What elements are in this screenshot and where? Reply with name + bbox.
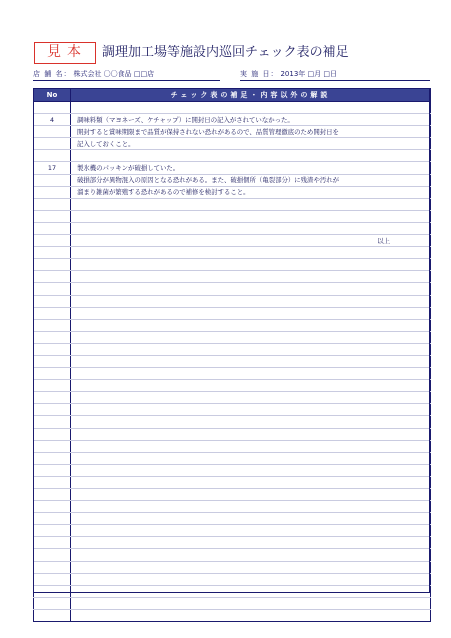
row-text-cell (71, 573, 431, 585)
sample-stamp: 見本 (34, 42, 96, 64)
row-text-cell: 開封すると賞味期限まで品質が保持されない恐れがあるので、品質管理徹底のため開封日を (71, 126, 431, 138)
table-row (34, 343, 431, 355)
page-title: 調理加工場等施設内巡回チェック表の補足 (102, 45, 349, 60)
table-row (34, 114, 431, 126)
table-row (34, 609, 431, 621)
table-row (34, 537, 431, 549)
row-text-cell (71, 102, 431, 114)
row-number-cell (34, 537, 71, 549)
row-text-cell (71, 609, 431, 621)
row-text-cell (71, 259, 431, 271)
row-number-cell (34, 355, 71, 367)
row-text-cell (71, 247, 431, 259)
row-text-cell: 調味料類（マヨネーズ、ケチャップ）に開封日の記入がされていなかった。 (71, 114, 431, 126)
store-name-field (33, 69, 220, 81)
row-text-cell (71, 210, 431, 222)
table-row (34, 561, 431, 573)
table-row (34, 138, 431, 150)
table-row (34, 440, 431, 452)
row-number-cell (34, 283, 71, 295)
row-number-cell (34, 343, 71, 355)
row-text-cell: 記入しておくこと。 (71, 138, 431, 150)
table-row (34, 319, 431, 331)
row-text-cell (71, 222, 431, 234)
column-header-no: No (34, 89, 71, 102)
table-row (34, 513, 431, 525)
table-body (34, 102, 431, 622)
table-row (34, 549, 431, 561)
row-number-cell (34, 561, 71, 573)
row-text-cell (71, 452, 431, 464)
row-number-cell: 17 (34, 162, 71, 174)
table-row (34, 259, 431, 271)
table-row (34, 162, 431, 174)
table-row (34, 355, 431, 367)
row-number-cell (34, 331, 71, 343)
row-number-cell (34, 138, 71, 150)
table-row (34, 452, 431, 464)
row-number-cell (34, 198, 71, 210)
row-number-cell (34, 549, 71, 561)
row-text-cell (71, 343, 431, 355)
table-row (34, 102, 431, 114)
row-text-cell (71, 489, 431, 501)
table-row (34, 222, 431, 234)
row-number-cell (34, 259, 71, 271)
table-row (34, 404, 431, 416)
table-row (34, 428, 431, 440)
row-number-cell (34, 597, 71, 609)
row-text-cell (71, 549, 431, 561)
date-label: 実 施 日： (240, 70, 279, 78)
table-row (34, 307, 431, 319)
table-row (34, 295, 431, 307)
table-row (34, 235, 431, 247)
row-text-cell (71, 537, 431, 549)
table-row (34, 198, 431, 210)
row-number-cell (34, 271, 71, 283)
row-number-cell (34, 295, 71, 307)
table-row (34, 331, 431, 343)
table-row (34, 368, 431, 380)
row-number-cell (34, 501, 71, 513)
table-row (34, 283, 431, 295)
row-text-cell (71, 404, 431, 416)
row-text-cell (71, 513, 431, 525)
row-number-cell (34, 573, 71, 585)
row-text-cell (71, 283, 431, 295)
row-text-cell (71, 150, 431, 162)
row-text-cell (71, 428, 431, 440)
row-text-cell (71, 501, 431, 513)
table-row (34, 489, 431, 501)
row-number-cell (34, 392, 71, 404)
row-number-cell (34, 210, 71, 222)
table-row (34, 271, 431, 283)
row-text-cell (71, 392, 431, 404)
table-row (34, 392, 431, 404)
row-number-cell (34, 585, 71, 597)
table-row (34, 210, 431, 222)
table-row (34, 573, 431, 585)
table-row (34, 476, 431, 488)
row-number-cell (34, 247, 71, 259)
row-text-cell: 製氷機のパッキンが破損していた。 (71, 162, 431, 174)
row-text-cell (71, 525, 431, 537)
row-number-cell (34, 513, 71, 525)
row-text-cell (71, 440, 431, 452)
store-name-value: 株式会社 〇〇食品 □□店 (73, 70, 155, 78)
row-number-cell (34, 440, 71, 452)
table-row (34, 597, 431, 609)
row-text-cell (71, 585, 431, 597)
table-row (34, 380, 431, 392)
table-row (34, 525, 431, 537)
row-number-cell (34, 404, 71, 416)
row-text-cell (71, 319, 431, 331)
row-number-cell (34, 609, 71, 621)
row-number-cell (34, 307, 71, 319)
table-row (34, 416, 431, 428)
table-header-row (34, 89, 431, 102)
row-number-cell (34, 489, 71, 501)
table-row (34, 501, 431, 513)
row-text-cell (71, 416, 431, 428)
table-row (34, 247, 431, 259)
row-number-cell (34, 464, 71, 476)
table-row (34, 464, 431, 476)
table-row (34, 186, 431, 198)
table-row (34, 585, 431, 597)
row-text-cell (71, 368, 431, 380)
table-row (34, 174, 431, 186)
check-supplement-table (33, 88, 431, 622)
row-number-cell (34, 174, 71, 186)
row-number-cell (34, 126, 71, 138)
row-number-cell (34, 428, 71, 440)
row-number-cell (34, 150, 71, 162)
row-text-cell (71, 198, 431, 210)
row-text-cell (71, 597, 431, 609)
row-number-cell (34, 380, 71, 392)
row-number-cell (34, 222, 71, 234)
table-row (34, 150, 431, 162)
date-field (240, 69, 430, 81)
row-text-cell (71, 307, 431, 319)
column-header-text: チェック表の補足・内容以外の解説 (71, 89, 431, 102)
row-number-cell (34, 319, 71, 331)
row-number-cell: 4 (34, 114, 71, 126)
table-row (34, 126, 431, 138)
row-number-cell (34, 235, 71, 247)
row-text-cell: 以上 (71, 235, 431, 247)
row-text-cell (71, 355, 431, 367)
row-number-cell (34, 452, 71, 464)
date-value: 2013年 □月 □日 (280, 70, 337, 78)
row-number-cell (34, 525, 71, 537)
row-text-cell (71, 380, 431, 392)
row-text-cell (71, 464, 431, 476)
row-text-cell (71, 561, 431, 573)
row-text-cell (71, 295, 431, 307)
row-number-cell (34, 416, 71, 428)
row-number-cell (34, 102, 71, 114)
row-number-cell (34, 186, 71, 198)
row-text-cell: 破損部分が異物混入の原因となる恐れがある。また、破損個所（亀裂部分）に残渣や汚れが (71, 174, 431, 186)
store-name-label: 店 舗 名： (33, 70, 72, 78)
row-text-cell (71, 476, 431, 488)
row-number-cell (34, 476, 71, 488)
row-text-cell (71, 331, 431, 343)
row-text-cell: 溜まり雑菌が繁殖する恐れがあるので補修を検討すること。 (71, 186, 431, 198)
row-text-cell (71, 271, 431, 283)
row-number-cell (34, 368, 71, 380)
